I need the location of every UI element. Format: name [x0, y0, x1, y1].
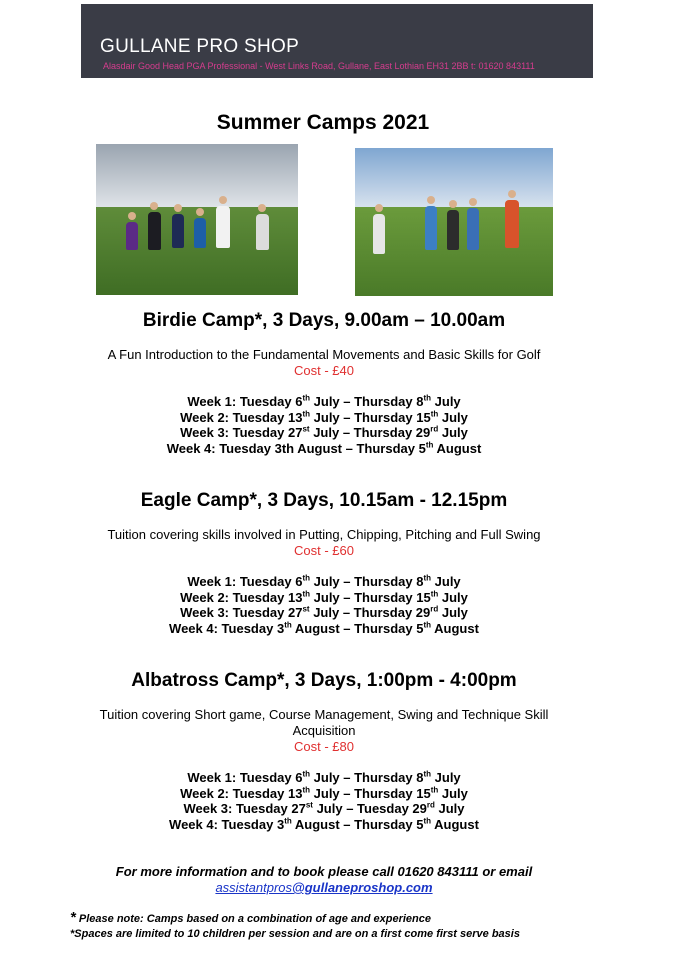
week-row: Week 2: Tuesday 13th July – Thursday 15th July [180, 785, 468, 801]
eagle-camp-cost: Cost - £60 [294, 543, 354, 558]
footnotes [70, 910, 630, 942]
birdie-camp-cost: Cost - £40 [294, 363, 354, 378]
week-row: Week 4: Tuesday 3th August – Thursday 5th August [169, 620, 479, 637]
contact-text: For more information and to book please call 01620 843111 or email [115, 864, 533, 879]
eagle-camp-title: Eagle Camp*, 3 Days, 10.15am - 12.15pm [140, 490, 508, 511]
camp-photo-1 [96, 144, 298, 295]
note-age: * Please note: Camps based on a combination of age and experience [70, 909, 431, 926]
note-spaces: *Spaces are limited to 10 children per session and are on a first come first serve basis [70, 928, 520, 940]
eagle-camp-weeks [0, 574, 648, 637]
page-title: Summer Camps 2021 [216, 111, 430, 134]
email-link[interactable]: assistantpros@gullaneproshop.com [215, 880, 433, 895]
birdie-camp-description: A Fun Introduction to the Fundamental Movements and Basic Skills for Golf [107, 347, 541, 362]
week-row: Week 3: Tuesday 27st July – Thursday 29rd July [180, 425, 468, 441]
camp-photo-2 [355, 148, 553, 296]
week-row: Week 3: Tuesday 27st July – Thursday 29rd July [180, 605, 468, 621]
week-row: Week 1: Tuesday 6th July – Thursday 8th July [187, 769, 461, 785]
eagle-camp-description: Tuition covering skills involved in Putting, Chipping, Pitching and Full Swing [107, 527, 541, 542]
week-row: Week 4: Tuesday 3th August – Thursday 5th August [166, 440, 482, 457]
week-row: Week 1: Tuesday 6th July – Thursday 8th July [187, 393, 461, 409]
week-row: Week 3: Tuesday 27st July – Tuesday 29rd July [183, 801, 465, 817]
albatross-camp-description: Tuition covering Short game, Course Management, Swing and Technique Skill Acquisition [99, 707, 549, 738]
albatross-camp-cost: Cost - £80 [294, 739, 354, 754]
birdie-camp-title: Birdie Camp*, 3 Days, 9.00am – 10.00am [142, 310, 506, 331]
albatross-camp-title: Albatross Camp*, 3 Days, 1:00pm - 4:00pm [131, 670, 517, 691]
shop-address: Alasdair Good Head PGA Professional - West Links Road, Gullane, East Lothian EH31 2BB t: 01620 843111 [103, 61, 535, 71]
week-row: Week 2: Tuesday 13th July – Thursday 15th July [180, 589, 468, 605]
week-row: Week 2: Tuesday 13th July – Thursday 15th July [180, 409, 468, 425]
birdie-camp-weeks [0, 394, 648, 457]
header-banner [81, 4, 593, 78]
shop-name: GULLANE PRO SHOP [100, 36, 300, 57]
week-row: Week 1: Tuesday 6th July – Thursday 8th July [187, 573, 461, 589]
contact-info [0, 864, 648, 896]
week-row: Week 4: Tuesday 3th August – Thursday 5th August [169, 816, 479, 833]
albatross-camp-weeks [0, 770, 648, 833]
